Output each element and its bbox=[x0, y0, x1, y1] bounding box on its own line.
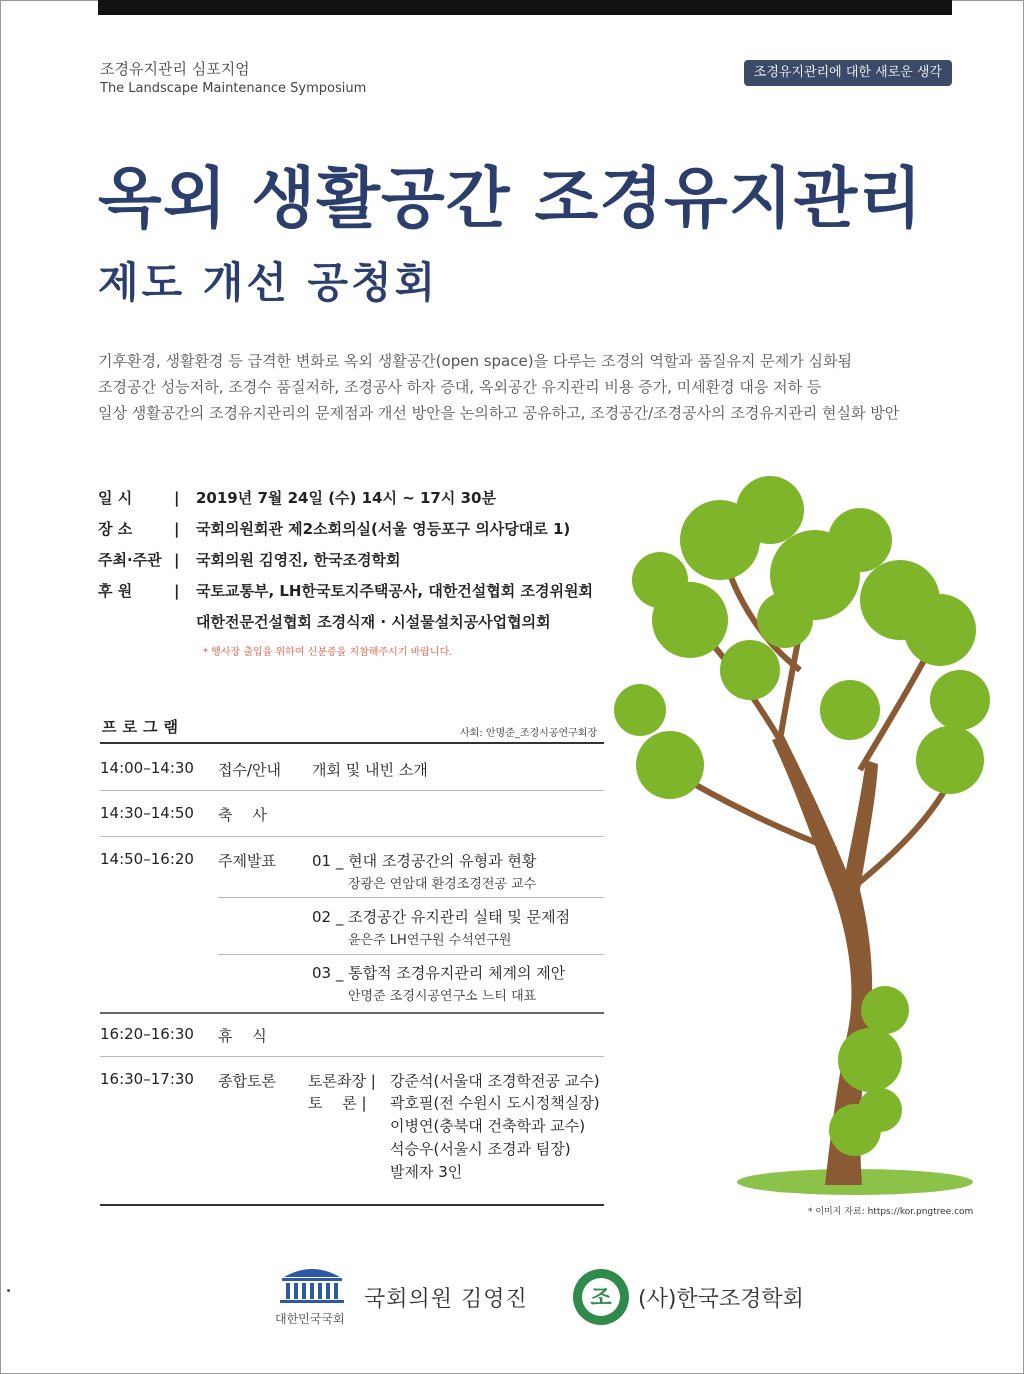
panelist: 곽호필(전 수원시 도시정책실장) bbox=[390, 1094, 600, 1112]
row-divider bbox=[100, 1012, 604, 1014]
date-value: 2019년 7월 24일 (수) 14시 ~ 17시 30분 bbox=[196, 489, 496, 507]
main-title: 옥외 생활공간 조경유지관리 bbox=[98, 160, 924, 237]
sponsor-label: 후 원 bbox=[98, 582, 133, 600]
table-bottom-rule bbox=[100, 1204, 604, 1206]
description-line: 기후환경, 생활환경 등 급격한 변화로 옥외 생활공간(open space)을 다루는 조경의 역할과 품질유지 문제가 심화됨 bbox=[98, 352, 852, 370]
separator: | bbox=[174, 488, 180, 507]
host-label: 주최·주관 bbox=[98, 551, 162, 569]
talk-divider bbox=[218, 954, 604, 955]
image-credit: * 이미지 자료: https://kor.pngtree.com bbox=[808, 1207, 974, 1217]
host-value: 국회의원 김영진, 한국조경학회 bbox=[196, 551, 401, 569]
info-row-sponsor-cont bbox=[98, 606, 593, 637]
place-value: 국회의원회관 제2소회의실(서울 영등포구 의사당대로 1) bbox=[196, 520, 571, 538]
sub-title: 제도 개선 공청회 bbox=[98, 258, 439, 307]
row-divider bbox=[100, 1056, 604, 1057]
row-time: 14:00–14:30 bbox=[100, 759, 194, 777]
table-top-rule bbox=[100, 742, 604, 744]
chair-label: 토론좌장 | bbox=[308, 1072, 376, 1090]
talk-speaker: 안명준 조경시공연구소 느티 대표 bbox=[348, 989, 537, 1004]
assembly-member-name: 국회의원 김영진 bbox=[364, 1287, 528, 1312]
row-divider bbox=[100, 790, 604, 791]
event-info bbox=[98, 482, 593, 637]
row-type: 주제발표 bbox=[218, 852, 276, 870]
row-time: 16:30–17:30 bbox=[100, 1070, 194, 1088]
talk-title: 02 _ 조경공간 유지관리 실태 및 문제점 bbox=[312, 908, 571, 926]
info-row-date bbox=[98, 482, 593, 513]
description bbox=[98, 348, 899, 426]
panel-label: 토 론 | bbox=[308, 1094, 367, 1112]
row-type: 축 사 bbox=[218, 806, 267, 824]
top-bar bbox=[98, 0, 952, 15]
talk-speaker: 장광은 연암대 환경조경전공 교수 bbox=[348, 877, 537, 892]
tagline-badge: 조경유지관리에 대한 새로운 생각 bbox=[744, 60, 952, 86]
stray-dot bbox=[7, 1289, 10, 1292]
separator: | bbox=[174, 581, 180, 600]
symposium-title-en: The Landscape Maintenance Symposium bbox=[100, 81, 367, 96]
row-time: 14:30–14:50 bbox=[100, 804, 194, 822]
row-type: 접수/안내 bbox=[218, 761, 282, 779]
assembly-caption: 대한민국국회 bbox=[275, 1312, 345, 1326]
discussion-chair: 강준석(서울대 조경학전공 교수) bbox=[390, 1072, 600, 1090]
date-label: 일 시 bbox=[98, 489, 133, 507]
description-line: 일상 생활공간의 조경유지관리의 문제점과 개선 방안을 논의하고 공유하고, 조경공간/조경공사의 조경유지관리 현실화 방안 bbox=[98, 404, 900, 422]
talk-title: 03 _ 통합적 조경유지관리 체계의 제안 bbox=[312, 964, 566, 982]
panelist: 이병연(충북대 건축학과 교수) bbox=[390, 1117, 586, 1135]
tree-foliage bbox=[614, 476, 990, 1156]
talk-divider bbox=[218, 897, 604, 898]
row-time: 14:50–16:20 bbox=[100, 850, 194, 868]
place-label: 장 소 bbox=[98, 520, 133, 538]
row-divider bbox=[100, 836, 604, 837]
tree-icon bbox=[600, 470, 990, 1210]
program-mc: 사회: 안명준_조경시공연구회장 bbox=[460, 728, 598, 739]
program-title: 프로그램 bbox=[102, 718, 184, 736]
row-type: 종합토론 bbox=[218, 1072, 276, 1090]
panelist: 발제자 3인 bbox=[390, 1163, 463, 1181]
sponsor-value: 대한전문건설협회 조경식재 · 시설물설치공사업협의회 bbox=[196, 613, 551, 631]
description-line: 조경공간 성능저하, 조경수 품질저하, 조경공사 하자 증대, 옥외공간 유지관리 비용 증가, 미세환경 대응 저하 등 bbox=[98, 378, 822, 396]
society-logo-text: 조 bbox=[590, 1286, 612, 1311]
talk-title: 01 _ 현대 조경공간의 유형과 현황 bbox=[312, 852, 537, 870]
panelist: 석승우(서울시 조경과 팀장) bbox=[390, 1140, 571, 1158]
row-time: 16:20–16:30 bbox=[100, 1025, 194, 1043]
separator: | bbox=[174, 550, 180, 569]
society-name: (사)한국조경학회 bbox=[638, 1287, 804, 1312]
sponsor-value: 국토교통부, LH한국토지주택공사, 대한건설협회 조경위원회 bbox=[196, 582, 593, 600]
talk-speaker: 윤은주 LH연구원 수석연구원 bbox=[348, 933, 512, 948]
info-row-sponsor bbox=[98, 575, 593, 606]
national-assembly-icon bbox=[272, 1265, 352, 1305]
symposium-title-ko: 조경유지관리 심포지엄 bbox=[100, 60, 250, 78]
row-type: 휴 식 bbox=[218, 1027, 267, 1045]
row-content: 개회 및 내빈 소개 bbox=[312, 761, 428, 779]
info-row-place bbox=[98, 513, 593, 544]
info-row-host bbox=[98, 544, 593, 575]
id-notice: * 행사장 출입을 위하여 신분증을 지참해주시기 바랍니다. bbox=[203, 647, 453, 658]
separator: | bbox=[174, 519, 180, 538]
society-emblem-icon bbox=[572, 1268, 630, 1326]
